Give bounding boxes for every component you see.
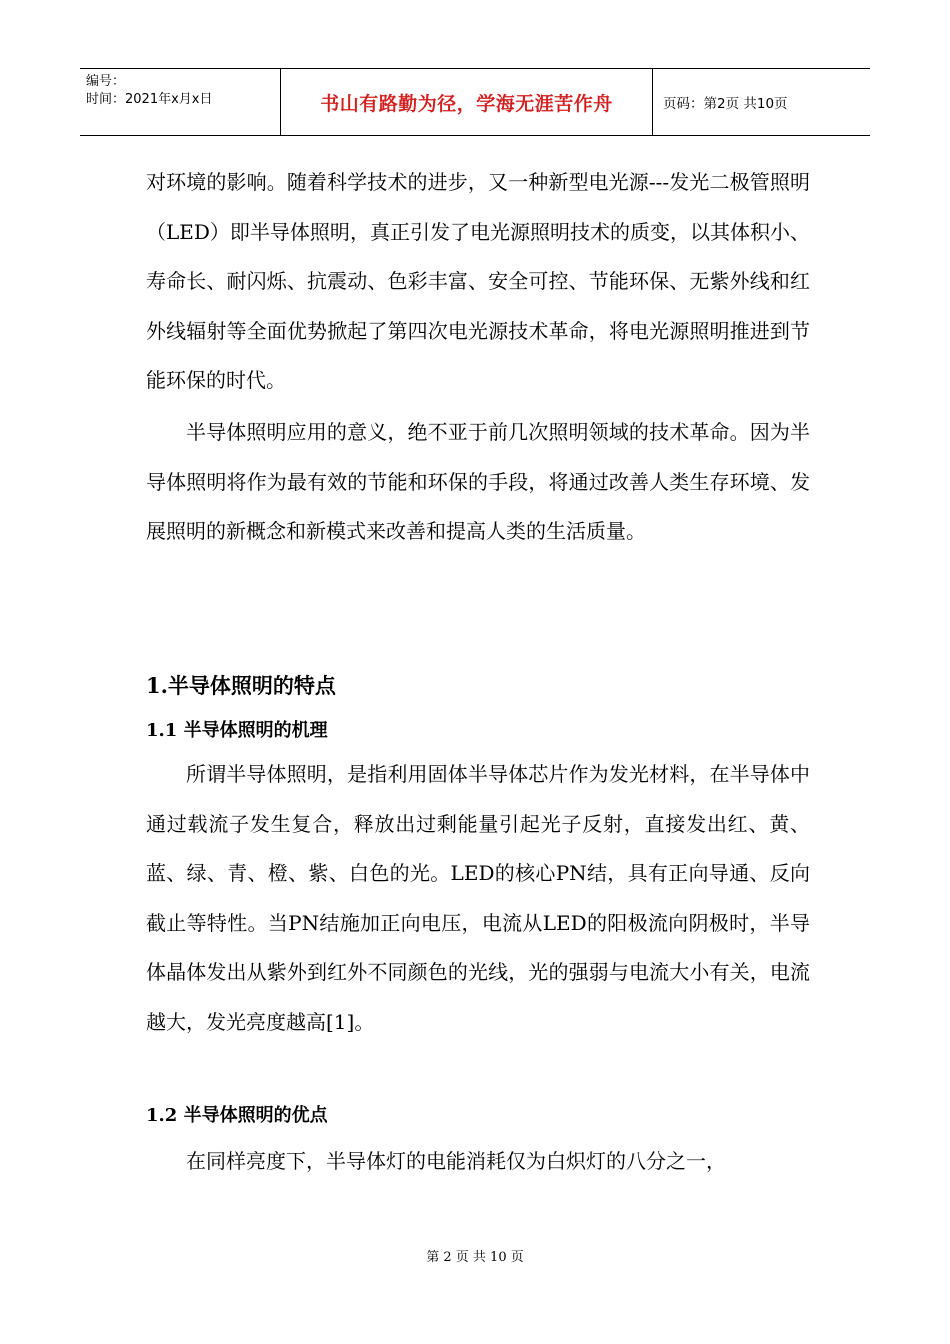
section-1-heading: 1.半导体照明的特点 — [146, 673, 336, 698]
page-footer: 第 2 页 共 10 页 — [426, 1250, 524, 1265]
section-1-1-heading: 1.1 半导体照明的机理 — [146, 720, 328, 741]
body-paragraph-2: 半导体照明应用的意义，绝不亚于前几次照明领域的技术革命。因为半导体照明将作为最有效的节能和环保的手段，将通过改善人类生存环境、发展照明的新概念和新模式来改善和提高人类的生活质量。 — [146, 420, 810, 543]
document-header — [80, 68, 870, 136]
document-time-label: 时间：2021年x月x日 — [86, 92, 213, 107]
section-1-2-heading: 1.2 半导体照明的优点 — [146, 1105, 328, 1126]
header-meta-cell — [80, 69, 281, 135]
body-paragraph-4: 在同样亮度下，半导体灯的电能消耗仅为白炽灯的八分之一， — [186, 1149, 726, 1173]
body-paragraph-1: 对环境的影响。随着科学技术的进步，又一种新型电光源---发光二极管照明（LED）即半导体照明，真正引发了电光源照明技术的质变，以其体积小、寿命长、耐闪烁、抗震动、色彩丰富、安全可控、节能环保、无紫外线和红外线辐射等全面优势掀起了第四次电光源技术革命，将电光源照明推进到节能环保的时代。 — [146, 170, 810, 392]
header-page-number: 页码：第2页 共10页 — [663, 96, 788, 112]
body-paragraph-3: 所谓半导体照明，是指利用固体半导体芯片作为发光材料，在半导体中通过载流子发生复合，释放出过剩能量引起光子反射，直接发出红、黄、蓝、绿、青、橙、紫、白色的光。LED的核心PN结，具有正向导通、反向截止等特性。当PN结施加正向电压，电流从LED的阳极流向阴极时，半导体晶体发出从紫外到红外不同颜色的光线，光的强弱与电流大小有关，电流越大，发光亮度越高[1]。 — [146, 762, 810, 1034]
document-number-label: 编号： — [86, 74, 126, 89]
header-motto: 书山有路勤为径，学海无涯苦作舟 — [281, 69, 653, 135]
document-body — [146, 158, 810, 1187]
